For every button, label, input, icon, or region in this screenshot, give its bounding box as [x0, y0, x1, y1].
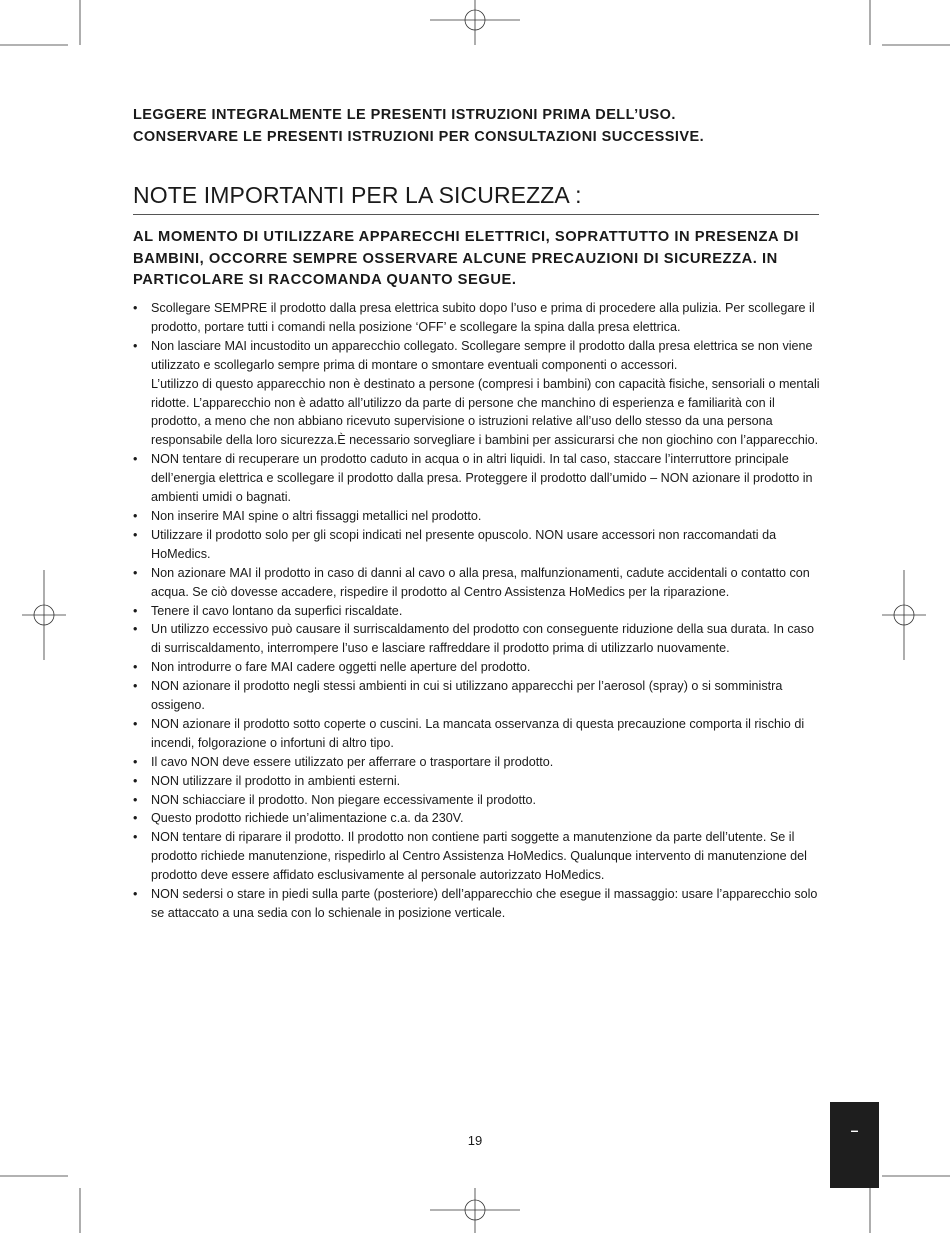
- list-item-text: NON azionare il prodotto sotto coperte o cuscini. La mancata osservanza di questa precauzione comporta il rischio di incendi, folgorazione o infortuni di altro tipo.: [151, 716, 805, 750]
- bullet-icon: •: [133, 716, 138, 731]
- section-subtitle: AL MOMENTO DI UTILIZZARE APPARECCHI ELETTRICI, SOPRATTUTTO IN PRESENZA DI BAMBINI, OCCORRE SEMPRE OSSERVARE ALCUNE PRECAUZIONI DI SICUREZZA. IN PARTICOLARE SI RACCOMANDA QUANTO SEGUE.: [133, 229, 800, 288]
- list-item-text: NON tentare di riparare il prodotto. Il prodotto non contiene parti soggette a manutenzione da parte dell’utente. Se il prodotto richiede manutenzione, rispedirlo al Centro Assistenza HoMedics. Qualunque intervento di manutenzione del prodotto deve essere affidato esclusivamente al personale autorizzato HoMedics.: [151, 830, 807, 883]
- list-item-text: Non introdurre o fare MAI cadere oggetti nelle aperture del prodotto.: [151, 660, 531, 675]
- list-item: [133, 564, 821, 602]
- bullet-icon: •: [133, 830, 138, 845]
- list-item-text: NON tentare di recuperare un prodotto caduto in acqua o in altri liquidi. In tal caso, staccare l’interruttore principale dell’energia elettrica e scollegare il prodotto dalla presa. Proteggere il prodotto dall’umido – NON azionare il prodotto in ambienti umidi o bagnati.: [151, 452, 813, 505]
- bullet-icon: •: [133, 603, 138, 618]
- page-title: NOTE IMPORTANTI PER LA SICUREZZA :: [133, 180, 819, 215]
- header-line-2: CONSERVARE LE PRESENTI ISTRUZIONI PER CONSULTAZIONI SUCCESSIVE.: [133, 129, 705, 145]
- list-item: [133, 450, 821, 507]
- bullet-icon: •: [133, 660, 138, 675]
- list-item-text: NON sedersi o stare in piedi sulla parte (posteriore) dell’apparecchio che esegue il massaggio: usare l’apparecchio solo se attaccato a una sedia con lo schienale in posizione verticale.: [151, 887, 818, 920]
- list-item: [133, 828, 821, 885]
- list-item: [133, 809, 821, 828]
- bullet-icon: •: [133, 773, 138, 788]
- list-item: [133, 507, 821, 526]
- list-item-text: Utilizzare il prodotto solo per gli scopi indicati nel presente opuscolo. NON usare accessori non raccomandati da HoMedics.: [151, 527, 777, 561]
- bullet-icon: •: [133, 508, 138, 523]
- list-item-extra-text: L’utilizzo di questo apparecchio non è destinato a persone (compresi i bambini) con capacità fisiche, sensoriali o mentali ridotte. L’apparecchio non è adatto all’utilizzo da parte di persone che manchino di esperienza e familiarità con il prodotto, a meno che non abbiano ricevuto supervisione o istruzioni relative all’uso dello stesso da una persona responsabile della loro sicurezza.È necessario sorvegliare i bambini per assicurarsi che non giochino con l’apparecchio.: [151, 376, 820, 448]
- bullet-icon: •: [133, 565, 138, 580]
- list-item: [133, 299, 821, 337]
- list-item: [133, 677, 821, 715]
- bullet-icon: •: [133, 622, 138, 637]
- list-item-text: Non inserire MAI spine o altri fissaggi metallici nel prodotto.: [151, 508, 482, 523]
- list-item: [133, 602, 821, 621]
- list-item: [133, 526, 821, 564]
- list-item-text: NON schiacciare il prodotto. Non piegare eccessivamente il prodotto.: [151, 792, 536, 807]
- bullet-icon: •: [133, 754, 138, 769]
- bullet-icon: •: [133, 452, 138, 467]
- bullet-icon: •: [133, 811, 138, 826]
- bullet-icon: •: [133, 301, 138, 315]
- list-item: [133, 658, 821, 677]
- list-item: [133, 885, 821, 923]
- list-item-text: NON utilizzare il prodotto in ambienti esterni.: [151, 773, 401, 788]
- language-tab: [830, 1102, 879, 1188]
- list-item-text: Tenere il cavo lontano da superfici riscaldate.: [151, 603, 403, 618]
- list-item: [133, 715, 821, 753]
- page-number: 19: [467, 1133, 483, 1148]
- language-tab-label: –: [850, 1122, 859, 1138]
- list-item-text: Il cavo NON deve essere utilizzato per afferrare o trasportare il prodotto.: [151, 754, 554, 769]
- list-item: [133, 337, 821, 450]
- bullet-icon: •: [133, 527, 138, 542]
- list-item-text: Questo prodotto richiede un’alimentazione c.a. da 230V.: [151, 811, 464, 826]
- bullet-icon: •: [133, 679, 138, 694]
- safety-instructions-list: [133, 299, 821, 923]
- bullet-icon: •: [133, 338, 138, 353]
- header-line-1: LEGGERE INTEGRALMENTE LE PRESENTI ISTRUZIONI PRIMA DELL’USO.: [133, 107, 676, 123]
- list-item: [133, 753, 821, 772]
- list-item-text: Non azionare MAI il prodotto in caso di danni al cavo o alla presa, malfunzionamenti, cadute accidentali o contatto con acqua. Se ciò dovesse accadere, rispedire il prodotto al Centro Assistenza HoMedics per la riparazione.: [151, 565, 810, 599]
- list-item-text: Scollegare SEMPRE il prodotto dalla presa elettrica subito dopo l’uso e prima di procedere alla pulizia. Per scollegare il prodotto, portare tutti i comandi nella posizione ‘OFF’ e scollegare la spina dalla presa elettrica.: [151, 301, 815, 334]
- list-item-text: Un utilizzo eccessivo può causare il surriscaldamento del prodotto con conseguente riduzione della sua durata. In caso di surriscaldamento, interrompere l’uso e lasciare raffreddare il prodotto prima di utilizzarlo nuovamente.: [151, 622, 814, 656]
- bullet-icon: •: [133, 792, 138, 807]
- list-item: [133, 791, 821, 810]
- list-item: [133, 772, 821, 791]
- bullet-icon: •: [133, 887, 138, 902]
- list-item-text: NON azionare il prodotto negli stessi ambienti in cui si utilizzano apparecchi per l’aerosol (spray) o si somministra ossigeno.: [151, 679, 783, 713]
- list-item-text: Non lasciare MAI incustodito un apparecchio collegato. Scollegare sempre il prodotto dalla presa elettrica se non viene utilizzato e scollegarlo sempre prima di montare o smontare eventuali componenti o accessori.: [151, 338, 813, 372]
- header-notice: [133, 104, 823, 148]
- list-item: [133, 620, 821, 658]
